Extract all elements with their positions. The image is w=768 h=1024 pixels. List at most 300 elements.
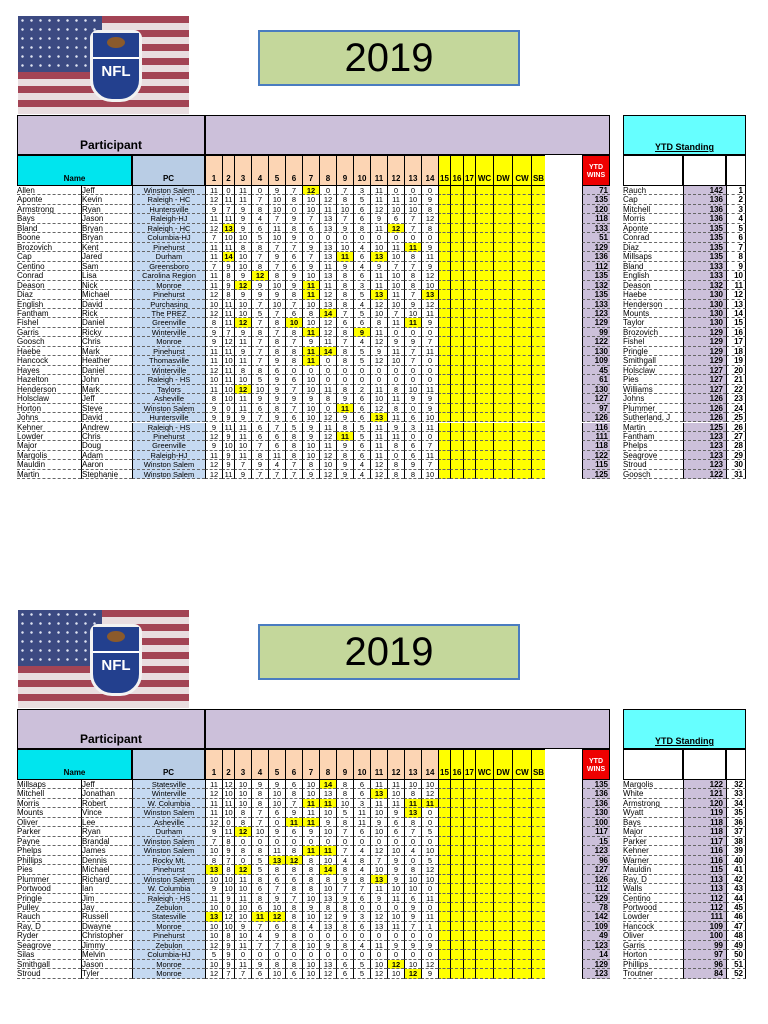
week-score-cell: 11 — [222, 214, 234, 223]
participant-row — [17, 865, 610, 874]
week-score-cell: 10 — [387, 969, 404, 978]
future-week-cell — [493, 224, 512, 233]
future-week-cell — [531, 894, 545, 903]
week-score-cell: 11 — [205, 271, 222, 280]
future-week-cell — [463, 366, 475, 375]
future-week-cell — [493, 281, 512, 290]
standing-row — [623, 470, 746, 479]
future-week-cell — [493, 243, 512, 252]
last-name-cell: Pies — [17, 865, 81, 874]
standing-name-cell: Wyatt — [623, 808, 683, 817]
standing-wins-cell: 130 — [683, 309, 726, 318]
week-score-cell: 8 — [285, 903, 302, 912]
week-score-cell: 11 — [404, 318, 421, 327]
week-score-cell: 9 — [285, 271, 302, 280]
standing-rank-cell: 50 — [726, 950, 746, 959]
week-score-cell: 11 — [268, 224, 285, 233]
week-score-cell: 0 — [421, 356, 438, 365]
standing-rank-cell: 39 — [726, 846, 746, 855]
week-score-cell: 14 — [319, 309, 336, 318]
standing-wins-cell: 130 — [683, 300, 726, 309]
standing-name-cell: Martin — [623, 423, 683, 432]
week-score-cell: 9 — [404, 394, 421, 403]
future-week-cell — [450, 337, 463, 346]
future-week-cell — [450, 394, 463, 403]
first-name-cell: Rick — [81, 309, 132, 318]
week-score-cell: 7 — [285, 243, 302, 252]
week-score-cell: 12 — [370, 460, 387, 469]
future-week-cell — [475, 931, 493, 940]
participant-row — [17, 423, 610, 432]
standing-row — [623, 451, 746, 460]
pc-cell: Raleigh-HJ — [132, 451, 205, 460]
future-week-cell — [531, 290, 545, 299]
week-score-cell: 10 — [387, 252, 404, 261]
future-week-cell — [512, 894, 531, 903]
week-score-cell: 8 — [387, 385, 404, 394]
future-week-cell — [475, 233, 493, 242]
standing-row — [623, 413, 746, 422]
standing-name-cell: Phelps — [623, 441, 683, 450]
week-score-cell: 11 — [222, 243, 234, 252]
standing-name-cell: Henderson — [623, 300, 683, 309]
last-name-cell: Armstrong — [17, 205, 81, 214]
week-score-cell: 9 — [336, 894, 353, 903]
week-score-cell: 11 — [234, 941, 251, 950]
week-score-cell: 14 — [319, 780, 336, 789]
future-week-cell — [531, 808, 545, 817]
week-score-cell: 10 — [387, 789, 404, 798]
standing-row — [623, 252, 746, 261]
last-name-cell: Boone — [17, 233, 81, 242]
week-score-cell: 9 — [387, 423, 404, 432]
future-week-cell — [493, 318, 512, 327]
week-score-cell: 9 — [370, 818, 387, 827]
week-score-cell: 6 — [251, 423, 268, 432]
future-week-cell — [512, 224, 531, 233]
week-score-cell: 0 — [421, 328, 438, 337]
standing-name-cell: Johns — [623, 394, 683, 403]
standing-row — [623, 846, 746, 855]
week-score-cell: 8 — [251, 894, 268, 903]
week-score-cell: 9 — [222, 960, 234, 969]
standing-wins-cell: 117 — [683, 837, 726, 846]
standing-name-cell: Sutherland, J — [623, 413, 683, 422]
week-score-cell: 7 — [251, 808, 268, 817]
future-week-cell — [475, 837, 493, 846]
future-week-cell — [463, 865, 475, 874]
future-week-cell — [512, 875, 531, 884]
future-week-cell — [450, 214, 463, 223]
last-name-cell: Ray, D — [17, 922, 81, 931]
week-score-cell: 5 — [353, 960, 370, 969]
week-score-cell: 6 — [353, 827, 370, 836]
future-week-cell — [531, 186, 545, 195]
week-score-cell: 9 — [234, 205, 251, 214]
future-week-cell — [493, 460, 512, 469]
future-week-cell — [463, 931, 475, 940]
week-score-cell: 8 — [234, 366, 251, 375]
week-header-3: 3 — [234, 749, 251, 780]
standing-row — [623, 432, 746, 441]
future-week-cell — [512, 300, 531, 309]
week-score-cell: 0 — [387, 375, 404, 384]
ytd-wins-cell: 96 — [582, 856, 610, 865]
standing-rank-cell: 49 — [726, 941, 746, 950]
standing-wins-cell: 120 — [683, 799, 726, 808]
week-score-cell: 11 — [370, 186, 387, 195]
week-score-cell: 10 — [268, 195, 285, 204]
week-score-cell: 0 — [387, 903, 404, 912]
week-score-cell: 0 — [234, 856, 251, 865]
future-week-cell — [475, 337, 493, 346]
future-week-cell — [493, 300, 512, 309]
standing-name-cell: Kehner — [623, 846, 683, 855]
standing-rank-cell: 42 — [726, 875, 746, 884]
future-week-cell — [475, 922, 493, 931]
ytd-wins-cell: 118 — [582, 441, 610, 450]
week-header-4: 4 — [251, 749, 268, 780]
future-week-cell — [450, 884, 463, 893]
standing-rank-cell: 11 — [726, 281, 746, 290]
week-score-cell: 5 — [353, 423, 370, 432]
week-score-cell: 11 — [370, 941, 387, 950]
first-name-cell: Christopher — [81, 931, 132, 940]
week-score-cell: 9 — [319, 818, 336, 827]
future-week-cell — [512, 912, 531, 921]
pc-cell: Winston Salem — [132, 460, 205, 469]
pc-cell: Statesville — [132, 912, 205, 921]
participant-row — [17, 413, 610, 422]
standing-row — [623, 262, 746, 271]
week-score-cell: 9 — [336, 470, 353, 479]
last-name-cell: Allen — [17, 186, 81, 195]
week-score-cell: 11 — [370, 328, 387, 337]
future-week-cell — [493, 271, 512, 280]
future-week-cell — [438, 865, 450, 874]
week-score-cell: 9 — [302, 394, 319, 403]
last-name-cell: Bland — [17, 224, 81, 233]
participant-row — [17, 233, 610, 242]
last-name-cell: Diaz — [17, 290, 81, 299]
week-score-cell: 8 — [421, 224, 438, 233]
standing-name-cell: White — [623, 789, 683, 798]
future-week-cell — [512, 413, 531, 422]
week-score-cell: 11 — [387, 290, 404, 299]
last-name-cell: Phillips — [17, 856, 81, 865]
ytd-wins-cell: 125 — [582, 470, 610, 479]
standing-row — [623, 318, 746, 327]
week-score-cell: 11 — [234, 875, 251, 884]
standing-wins-cell: 118 — [683, 818, 726, 827]
week-score-cell: 0 — [285, 205, 302, 214]
future-week-cell — [512, 922, 531, 931]
season-year: 2019 — [258, 30, 520, 86]
pc-column-header: PC — [132, 155, 205, 186]
week-score-cell: 10 — [302, 413, 319, 422]
last-name-cell: Henderson — [17, 385, 81, 394]
future-week-cell — [438, 404, 450, 413]
week-score-cell: 8 — [336, 451, 353, 460]
future-week-cell — [475, 808, 493, 817]
future-week-cell — [438, 281, 450, 290]
week-score-cell: 10 — [205, 875, 222, 884]
future-week-cell — [493, 960, 512, 969]
first-name-cell: Daniel — [81, 318, 132, 327]
week-score-cell: 7 — [251, 941, 268, 950]
future-week-cell — [463, 186, 475, 195]
standing-row — [623, 441, 746, 450]
future-week-cell — [438, 195, 450, 204]
future-week-cell — [512, 470, 531, 479]
week-score-cell: 8 — [268, 347, 285, 356]
future-week-cell — [493, 290, 512, 299]
future-week-cell — [475, 846, 493, 855]
week-score-cell: 9 — [387, 337, 404, 346]
week-score-cell: 6 — [353, 894, 370, 903]
week-score-cell: 10 — [234, 789, 251, 798]
first-name-cell: Andrew — [81, 423, 132, 432]
week-score-cell: 7 — [268, 262, 285, 271]
standing-row — [623, 837, 746, 846]
standing-row — [623, 950, 746, 959]
week-score-cell: 5 — [251, 233, 268, 242]
week-score-cell: 9 — [222, 846, 234, 855]
week-score-cell: 11 — [421, 451, 438, 460]
week-score-cell: 3 — [404, 423, 421, 432]
week-score-cell: 11 — [421, 799, 438, 808]
participant-row — [17, 243, 610, 252]
week-score-cell: 7 — [268, 941, 285, 950]
week-score-cell: 0 — [353, 375, 370, 384]
last-name-cell: Holsclaw — [17, 394, 81, 403]
week-score-cell: 9 — [336, 912, 353, 921]
week-score-cell: 8 — [205, 394, 222, 403]
first-name-cell: Stephanie — [81, 470, 132, 479]
future-week-cell — [475, 366, 493, 375]
participant-row — [17, 875, 610, 884]
week-score-cell: 10 — [319, 827, 336, 836]
week-score-cell: 11 — [370, 224, 387, 233]
participant-row — [17, 337, 610, 346]
ytd-wins-cell: 123 — [582, 941, 610, 950]
week-score-cell: 10 — [319, 808, 336, 817]
week-score-cell: 6 — [285, 827, 302, 836]
standing-rank-cell: 37 — [726, 827, 746, 836]
week-score-cell: 10 — [222, 441, 234, 450]
future-week-cell — [450, 780, 463, 789]
last-name-cell: Aponte — [17, 195, 81, 204]
future-week-cell — [450, 875, 463, 884]
future-week-cell — [438, 884, 450, 893]
future-week-cell — [463, 837, 475, 846]
week-score-cell: 5 — [353, 195, 370, 204]
standing-rank-cell: 14 — [726, 309, 746, 318]
ytd-wins-cell: 129 — [582, 318, 610, 327]
week-score-cell: 10 — [404, 195, 421, 204]
weeks-header-box — [205, 115, 610, 155]
week-header-11: 11 — [370, 749, 387, 780]
week-score-cell: 6 — [353, 413, 370, 422]
future-week-cell — [463, 233, 475, 242]
week-score-cell: 8 — [319, 903, 336, 912]
week-score-cell: 8 — [268, 960, 285, 969]
weeks-header-box — [205, 709, 610, 749]
week-score-cell: 10 — [421, 281, 438, 290]
standing-wins-cell: 116 — [683, 846, 726, 855]
week-score-cell: 3 — [353, 186, 370, 195]
week-score-cell: 11 — [387, 243, 404, 252]
future-week-cell — [450, 262, 463, 271]
week-score-cell: 0 — [234, 950, 251, 959]
future-week-cell — [450, 837, 463, 846]
week-score-cell: 8 — [387, 404, 404, 413]
week-score-cell: 0 — [404, 837, 421, 846]
last-name-cell: Hazelton — [17, 375, 81, 384]
week-score-cell: 7 — [285, 186, 302, 195]
week-score-cell: 12 — [205, 818, 222, 827]
week-score-cell: 0 — [421, 366, 438, 375]
nfl-flag-logo — [18, 610, 189, 708]
ytd-wins-cell: 45 — [582, 366, 610, 375]
week-score-cell: 9 — [336, 394, 353, 403]
week-score-cell: 0 — [404, 366, 421, 375]
week-score-cell: 9 — [222, 262, 234, 271]
week-score-cell: 9 — [302, 903, 319, 912]
week-score-cell: 0 — [387, 950, 404, 959]
week-score-cell: 12 — [222, 780, 234, 789]
week-score-cell: 6 — [251, 969, 268, 978]
future-week-cell — [450, 912, 463, 921]
future-week-cell — [438, 271, 450, 280]
standing-wins-cell: 111 — [683, 912, 726, 921]
week-score-cell: 9 — [421, 262, 438, 271]
first-name-cell: Jeff — [81, 394, 132, 403]
ytd-wins-cell: 99 — [582, 328, 610, 337]
standing-rank-cell: 10 — [726, 271, 746, 280]
future-week-cell — [493, 385, 512, 394]
week-score-cell: 7 — [370, 856, 387, 865]
week-score-cell: 7 — [285, 460, 302, 469]
week-score-cell: 6 — [285, 252, 302, 261]
week-score-cell: 0 — [387, 366, 404, 375]
standing-wins-cell: 99 — [683, 941, 726, 950]
week-score-cell: 9 — [251, 460, 268, 469]
week-score-cell: 7 — [302, 214, 319, 223]
standing-name-cell: Bland — [623, 262, 683, 271]
future-week-cell — [531, 875, 545, 884]
week-score-cell: 12 — [319, 318, 336, 327]
future-week-cell — [463, 789, 475, 798]
first-name-cell: Mark — [81, 385, 132, 394]
future-week-cell — [493, 366, 512, 375]
week-score-cell: 7 — [251, 470, 268, 479]
week-score-cell: 11 — [205, 243, 222, 252]
week-score-cell: 10 — [404, 385, 421, 394]
week-header-7: 7 — [302, 155, 319, 186]
future-week-cell — [475, 252, 493, 261]
week-score-cell: 5 — [251, 375, 268, 384]
week-score-cell: 9 — [404, 912, 421, 921]
week-score-cell: 6 — [387, 827, 404, 836]
week-score-cell: 11 — [319, 205, 336, 214]
week-score-cell: 8 — [404, 281, 421, 290]
week-score-cell: 0 — [353, 366, 370, 375]
participant-row — [17, 356, 610, 365]
standing-wins-cell: 127 — [683, 366, 726, 375]
week-score-cell: 9 — [234, 271, 251, 280]
standing-wins-cell: 126 — [683, 404, 726, 413]
week-score-cell: 9 — [234, 922, 251, 931]
first-name-cell: Melvin — [81, 950, 132, 959]
week-score-cell: 11 — [205, 799, 222, 808]
pc-cell: Monroe — [132, 922, 205, 931]
participant-row — [17, 214, 610, 223]
ytd-wins-cell: 135 — [582, 780, 610, 789]
standing-row — [623, 941, 746, 950]
future-week-cell — [463, 214, 475, 223]
week-score-cell: 9 — [205, 413, 222, 422]
week-score-cell: 0 — [421, 837, 438, 846]
week-score-cell: 0 — [222, 818, 234, 827]
week-score-cell: 0 — [370, 375, 387, 384]
future-week-cell — [475, 318, 493, 327]
week-score-cell: 10 — [387, 281, 404, 290]
week-score-cell: 8 — [336, 195, 353, 204]
week-score-cell: 7 — [285, 385, 302, 394]
future-week-cell — [493, 950, 512, 959]
participant-row — [17, 205, 610, 214]
week-score-cell: 11 — [319, 281, 336, 290]
participant-row — [17, 884, 610, 893]
week-score-cell: 9 — [268, 394, 285, 403]
participant-row — [17, 290, 610, 299]
week-score-cell: 8 — [205, 856, 222, 865]
standing-row — [623, 460, 746, 469]
week-score-cell: 6 — [404, 413, 421, 422]
future-week-cell — [512, 941, 531, 950]
week-score-cell: 13 — [370, 789, 387, 798]
standing-name-cell: Holsclaw — [623, 366, 683, 375]
week-score-cell: 11 — [370, 423, 387, 432]
standing-name-cell: Brozovich — [623, 328, 683, 337]
future-week-cell — [475, 356, 493, 365]
participant-row — [17, 186, 610, 195]
week-score-cell: 9 — [268, 413, 285, 422]
standing-row — [623, 205, 746, 214]
week-score-cell: 8 — [234, 243, 251, 252]
week-score-cell: 0 — [285, 837, 302, 846]
week-header-7: 7 — [302, 749, 319, 780]
standing-rank-cell: 13 — [726, 300, 746, 309]
future-week-cell — [531, 195, 545, 204]
standing-rank-cell: 29 — [726, 451, 746, 460]
week-score-cell: 12 — [319, 912, 336, 921]
week-score-cell: 6 — [285, 875, 302, 884]
week-score-cell: 0 — [387, 233, 404, 242]
week-score-cell: 10 — [222, 875, 234, 884]
standing-name-cell: Margolis — [623, 780, 683, 789]
future-week-cell — [531, 300, 545, 309]
standing-name-cell: Mauldin — [623, 865, 683, 874]
week-score-cell: 8 — [302, 856, 319, 865]
future-week-cell — [450, 808, 463, 817]
future-week-cell — [531, 780, 545, 789]
week-score-cell: 8 — [336, 818, 353, 827]
participant-row — [17, 309, 610, 318]
standing-row — [623, 309, 746, 318]
week-header-13: 13 — [404, 155, 421, 186]
